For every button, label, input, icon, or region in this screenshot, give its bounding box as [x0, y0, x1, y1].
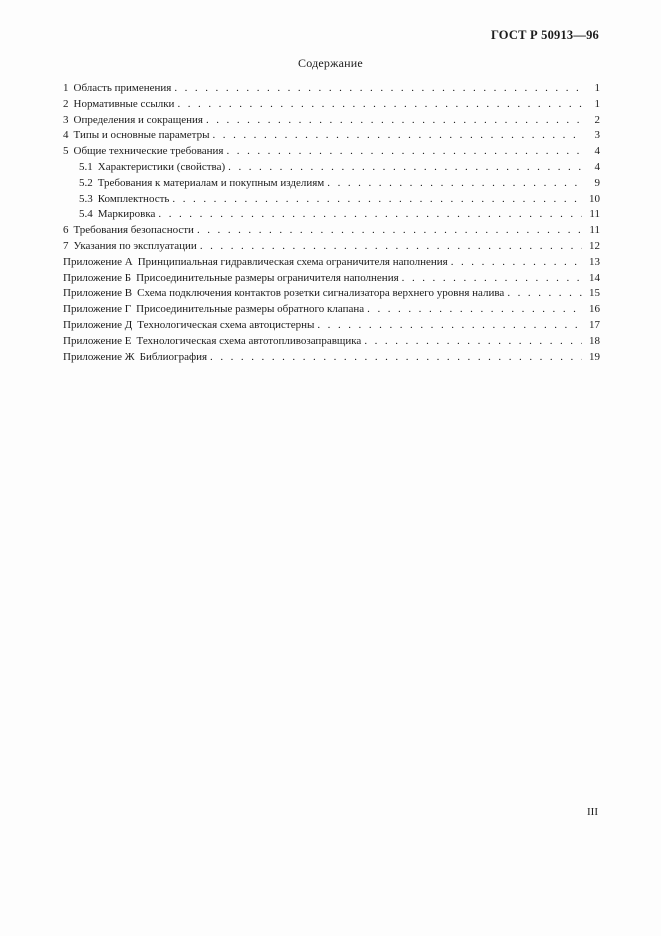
toc-entry-number: Приложение Д [63, 318, 133, 331]
toc-entry-title: Требования к материалам и покупным изделиям [97, 176, 325, 189]
toc-entry[interactable] [63, 176, 600, 192]
toc-entry-page: 1 [594, 82, 600, 94]
toc-entry[interactable] [63, 334, 600, 350]
toc-entry-number: 3 [63, 113, 69, 126]
toc-entry-page: 10 [589, 192, 600, 205]
toc-dot-leader [210, 350, 582, 366]
toc-entry-number: 2 [63, 97, 69, 110]
toc-entry[interactable] [63, 271, 600, 287]
toc-entry[interactable] [63, 223, 600, 239]
toc-dot-leader [212, 128, 582, 144]
toc-entry-page: 2 [594, 113, 600, 126]
toc-entry-number: Приложение В [63, 287, 133, 300]
toc-entry[interactable] [63, 128, 600, 144]
toc-entry[interactable] [63, 286, 600, 302]
toc-entry[interactable] [63, 160, 600, 176]
toc-entry-title: Схема подключения контактов розетки сигнализатора верхнего уровня налива [137, 287, 505, 300]
toc-entry-number: 5.2 [79, 176, 93, 189]
toc-entry-title: Указания по эксплуатации [73, 239, 197, 252]
toc-entry-title: Характеристики (свойства) [97, 160, 226, 173]
toc-dot-leader [177, 97, 582, 113]
toc-dot-leader [364, 334, 582, 350]
page-number: III [587, 806, 598, 818]
toc-entry-number: 5.3 [79, 192, 93, 205]
toc-entry[interactable] [63, 239, 600, 255]
toc-dot-leader [317, 318, 582, 334]
document-code: ГОСТ Р 50913—96 [490, 28, 599, 42]
table-of-contents [63, 81, 600, 365]
toc-dot-leader [367, 302, 582, 318]
toc-dot-leader [206, 113, 582, 129]
toc-entry-title: Принципиальная гидравлическая схема ограничителя наполнения [137, 255, 448, 268]
toc-entry[interactable] [63, 350, 600, 366]
toc-entry-title: Определения и сокращения [73, 113, 203, 126]
toc-entry-page: 4 [594, 145, 600, 158]
toc-entry-number: Приложение Ж [63, 350, 135, 363]
toc-entry[interactable] [63, 81, 600, 97]
toc-entry-title: Библиография [139, 350, 208, 363]
toc-dot-leader [402, 271, 582, 287]
toc-entry-title: Нормативные ссылки [73, 97, 175, 110]
toc-entry[interactable] [63, 207, 600, 223]
toc-dot-leader [200, 239, 582, 255]
toc-entry-number: 1 [63, 82, 69, 94]
toc-entry-page: 18 [589, 334, 600, 347]
toc-entry[interactable] [63, 97, 600, 113]
toc-entry-number: Приложение Г [63, 303, 132, 316]
toc-entry-page: 13 [589, 255, 600, 268]
toc-entry-number: 5.1 [79, 160, 93, 173]
toc-title: Содержание [298, 56, 363, 70]
toc-entry-number: 4 [63, 129, 69, 142]
toc-entry-page: 3 [594, 129, 600, 142]
toc-entry-page: 12 [589, 239, 600, 252]
toc-dot-leader [226, 144, 582, 160]
toc-dot-leader [507, 286, 582, 302]
toc-entry-number: 5 [63, 145, 69, 158]
toc-entry-number: 5.4 [79, 208, 93, 221]
toc-dot-leader [451, 255, 582, 271]
toc-entry-page: 9 [594, 176, 600, 189]
toc-entry-title: Технологическая схема автотопливозаправщика [136, 334, 362, 347]
toc-dot-leader [172, 192, 582, 208]
toc-entry-title: Маркировка [97, 208, 156, 221]
toc-entry-page: 14 [589, 271, 600, 284]
toc-entry-title: Присоединительные размеры ограничителя наполнения [136, 271, 399, 284]
toc-dot-leader [327, 176, 582, 192]
toc-entry[interactable] [63, 144, 600, 160]
toc-entry-title: Комплектность [97, 192, 170, 205]
toc-dot-leader [228, 160, 582, 176]
toc-dot-leader [174, 81, 582, 97]
toc-entry-title: Типы и основные параметры [73, 129, 210, 142]
toc-entry[interactable] [63, 302, 600, 318]
toc-entry[interactable] [63, 192, 600, 208]
toc-entry-page: 4 [594, 160, 600, 173]
toc-entry-number: 6 [63, 224, 69, 237]
toc-entry-title: Требования безопасности [73, 224, 194, 237]
toc-entry-page: 19 [589, 350, 600, 363]
toc-entry-page: 11 [589, 224, 600, 237]
toc-entry-page: 15 [589, 287, 600, 300]
toc-entry-number: Приложение А [63, 255, 133, 268]
toc-dot-leader [197, 223, 582, 239]
toc-dot-leader [158, 207, 582, 223]
toc-entry-title: Область применения [73, 82, 172, 94]
toc-entry-number: 7 [63, 239, 69, 252]
toc-entry[interactable] [63, 318, 600, 334]
toc-entry-number: Приложение Е [63, 334, 132, 347]
toc-entry-title: Присоединительные размеры обратного клапана [136, 303, 365, 316]
toc-entry-page: 1 [594, 97, 600, 110]
toc-entry-title: Общие технические требования [73, 145, 224, 158]
toc-entry-page: 17 [589, 318, 600, 331]
toc-entry[interactable] [63, 113, 600, 129]
toc-entry[interactable] [63, 255, 600, 271]
toc-entry-page: 11 [589, 208, 600, 221]
toc-entry-number: Приложение Б [63, 271, 132, 284]
toc-entry-page: 16 [589, 303, 600, 316]
toc-entry-title: Технологическая схема автоцистерны [137, 318, 315, 331]
